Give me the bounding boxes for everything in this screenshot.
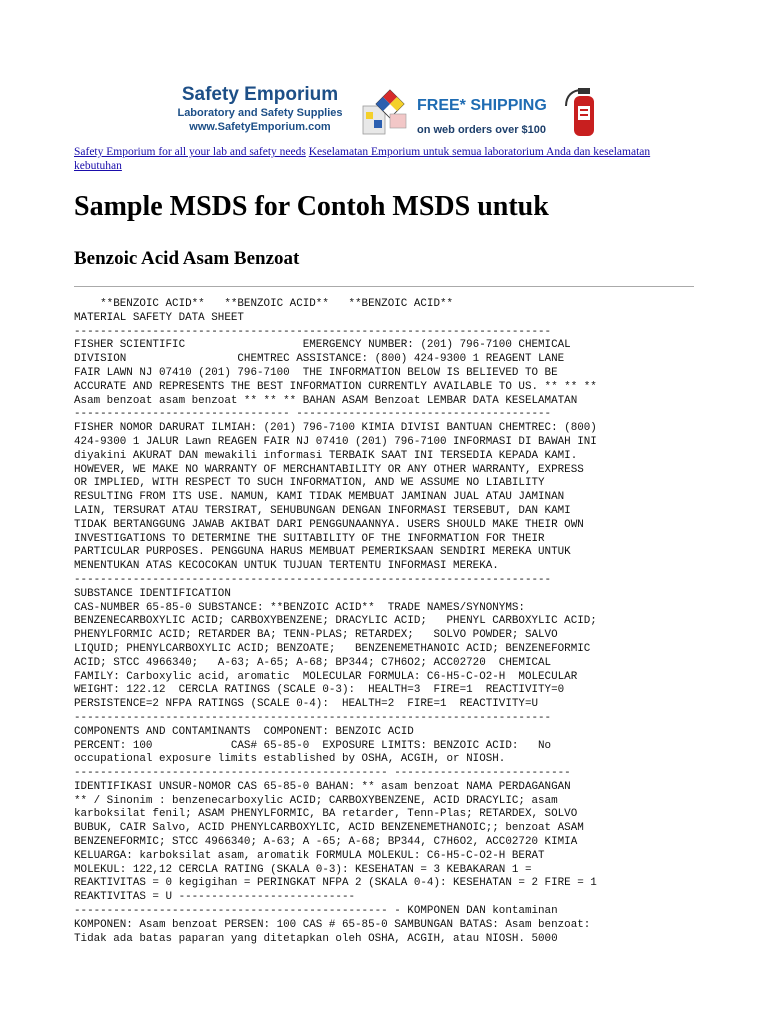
msds-line: ------------------------------------------------ - KOMPONEN DAN kontaminan — [74, 905, 558, 918]
msds-line: PHENYLFORMIC ACID; RETARDER BA; TENN-PLAS; RETARDEX; SOLVO POWDER; SALVO — [74, 629, 558, 642]
msds-line: INVESTIGATIONS TO DETERMINE THE SUITABILITY OF THE INFORMATION FOR THEIR — [74, 532, 545, 545]
msds-line: occupational exposure limits established by OSHA, ACGIH, or NIOSH. — [74, 753, 506, 766]
msds-line: CAS-NUMBER 65-85-0 SUBSTANCE: **BENZOIC ACID** TRADE NAMES/SYNONYMS: — [74, 601, 525, 614]
divider — [74, 286, 694, 287]
link-bar — [74, 145, 692, 173]
msds-line: **BENZOIC ACID** **BENZOIC ACID** **BENZOIC ACID** — [74, 298, 454, 310]
brand-tagline: Laboratory and Safety Supplies — [177, 107, 343, 119]
msds-line: RESULTING FROM ITS USE. NAMUN, KAMI TIDAK MEMBUAT JAMINAN JUAL ATAU JAMINAN — [74, 491, 565, 504]
msds-line: FISHER SCIENTIFIC EMERGENCY NUMBER: (201) 796-7100 CHEMICAL — [74, 339, 571, 352]
page-subtitle: Benzoic Acid Asam Benzoat — [74, 248, 300, 269]
msds-line: karboksilat fenil; ASAM PHENYLFORMIC, BA retarder, Tenn-Plas; RETARDEX, SOLVO — [74, 808, 578, 821]
msds-line: Tidak ada batas paparan yang ditetapkan oleh OSHA, ACGIH, atau NIOSH. 5000 — [74, 932, 558, 945]
msds-line: COMPONENTS AND CONTAMINANTS COMPONENT: BENZOIC ACID — [74, 725, 414, 738]
msds-line: WEIGHT: 122.12 CERCLA RATINGS (SCALE 0-3): HEALTH=3 FIRE=1 REACTIVITY=0 — [74, 684, 565, 697]
page-title: Sample MSDS for Contoh MSDS untuk — [74, 191, 549, 222]
msds-line: MENENTUKAN ATAS KECOCOKAN UNTUK TUJUAN TERTENTU INFORMASI MEREKA. — [74, 560, 499, 573]
msds-text-body — [74, 298, 597, 946]
msds-line: LIQUID; PHENYLCARBOXYLIC ACID; BENZOATE; BENZENEMETHANOIC ACID; BENZENEFORMIC — [74, 642, 591, 655]
msds-line: ------------------------------------------------------------------------- — [74, 325, 552, 338]
msds-line: REAKTIVITAS = 0 kegigihan = PERINGKAT NFPA 2 (SKALA 0-4): KESEHATAN = 2 FIRE = 1 — [74, 877, 597, 890]
msds-line: IDENTIFIKASI UNSUR-NOMOR CAS 65-85-0 BAHAN: ** asam benzoat NAMA PERDAGANGAN — [74, 780, 571, 793]
msds-line: REAKTIVITAS = U --------------------------- — [74, 891, 356, 904]
msds-line: --------------------------------- --------------------------------------- — [74, 408, 552, 421]
brand-block[interactable] — [160, 84, 360, 134]
msds-line: HOWEVER, WE MAKE NO WARRANTY OF MERCHANTABILITY OR ANY OTHER WARRANTY, EXPRESS — [74, 463, 584, 476]
msds-line: BENZENEFORMIC; STCC 4966340; A-63; A -65; A-68; BP344, C7H6O2, ACC02720 KIMIA — [74, 836, 578, 849]
msds-line: PERSISTENCE=2 NFPA RATINGS (SCALE 0-4): HEALTH=2 FIRE=1 REACTIVITY=U — [74, 698, 539, 711]
msds-line: ------------------------------------------------------------------------- — [74, 711, 552, 724]
msds-line: OR IMPLIED, WITH RESPECT TO SUCH INFORMATION, AND WE ASSUME NO LIABILITY — [74, 477, 545, 490]
fire-extinguisher-icon — [560, 84, 606, 140]
msds-line: LAIN, TERSURAT ATAU TERSIRAT, SEHUBUNGAN DENGAN INFORMASI TERSEBUT, DAN KAMI — [74, 504, 571, 517]
msds-line: ------------------------------------------------ --------------------------- — [74, 767, 571, 780]
msds-line: FAMILY: Carboxylic acid, aromatic MOLECULAR FORMULA: C6-H5-C-O2-H MOLECULAR — [74, 670, 578, 683]
msds-line: SUBSTANCE IDENTIFICATION — [74, 587, 231, 600]
msds-line: ------------------------------------------------------------------------- — [74, 573, 552, 586]
msds-line: ** / Sinonim : benzenecarboxylic ACID; CARBOXYBENZENE, ACID DRACYLIC; asam — [74, 794, 558, 807]
shipping-title: FREE* SHIPPING — [417, 97, 547, 114]
msds-line: FISHER NOMOR DARURAT ILMIAH: (201) 796-7100 KIMIA DIVISI BANTUAN CHEMTREC: (800) — [74, 422, 597, 435]
msds-line: MATERIAL SAFETY DATA SHEET — [74, 311, 244, 324]
msds-line: KOMPONEN: Asam benzoat PERSEN: 100 CAS # 65-85-0 SAMBUNGAN BATAS: Asam benzoat: — [74, 918, 591, 931]
brand-name: Safety Emporium — [181, 84, 339, 105]
msds-line: BUBUK, CAIR Salvo, ACID PHENYLCARBOXYLIC, ACID BENZENEMETHANOIC;; benzoat ASAM — [74, 822, 584, 835]
msds-line: Asam benzoat asam benzoat ** ** ** BAHAN ASAM Benzoat LEMBAR DATA KESELAMATAN — [74, 394, 578, 407]
msds-line: PARTICULAR PURPOSES. PENGGUNA HARUS MEMBUAT PEMERIKSAAN SENDIRI MEREKA UNTUK — [74, 546, 571, 559]
link-keselamatan-emporium[interactable]: Keselamatan Emporium untuk semua laboratorium Anda dan keselamatan kebutuhan — [74, 146, 651, 172]
nfpa-diamond-icon — [360, 86, 410, 136]
msds-line: ACID; STCC 4966340; A-63; A-65; A-68; BP344; C7H6O2; ACC02720 CHEMICAL — [74, 656, 552, 669]
shipping-subtitle: on web orders over $100 — [417, 124, 546, 136]
msds-line: FAIR LAWN NJ 07410 (201) 796-7100 THE INFORMATION BELOW IS BELIEVED TO BE — [74, 366, 558, 379]
msds-line: diyakini AKURAT DAN mewakili informasi TERBAIK SAAT INI TERSEDIA KEPADA KAMI. — [74, 449, 578, 462]
msds-line: TIDAK BERTANGGUNG JAWAB AKIBAT DARI PENGGUNAANNYA. USERS SHOULD MAKE THEIR OWN — [74, 518, 584, 531]
msds-line: 424-9300 1 JALUR Lawn REAGEN FAIR NJ 07410 (201) 796-7100 INFORMASI DI BAWAH INI — [74, 435, 597, 448]
link-safety-emporium[interactable]: Safety Emporium for all your lab and safety needs — [74, 146, 306, 158]
ad-banner[interactable] — [160, 84, 606, 140]
msds-line: KELUARGA: karboksilat asam, aromatik FORMULA MOLEKUL: C6-H5-C-O2-H BERAT — [74, 849, 545, 862]
msds-line: PERCENT: 100 CAS# 65-85-0 EXPOSURE LIMITS: BENZOIC ACID: No — [74, 739, 552, 752]
brand-url[interactable]: www.SafetyEmporium.com — [189, 121, 331, 133]
msds-line: MOLEKUL: 122,12 CERCLA RATING (SKALA 0-3): KESEHATAN = 3 KEBAKARAN 1 = — [74, 863, 532, 876]
shipping-promo[interactable] — [417, 96, 547, 140]
msds-line: ACCURATE AND REPRESENTS THE BEST INFORMATION CURRENTLY AVAILABLE TO US. ** ** ** — [74, 380, 597, 393]
msds-line: BENZENECARBOXYLIC ACID; CARBOXYBENZENE; DRACYLIC ACID; PHENYL CARBOXYLIC ACID; — [74, 615, 597, 628]
msds-line: DIVISION CHEMTREC ASSISTANCE: (800) 424-9300 1 REAGENT LANE — [74, 353, 565, 366]
